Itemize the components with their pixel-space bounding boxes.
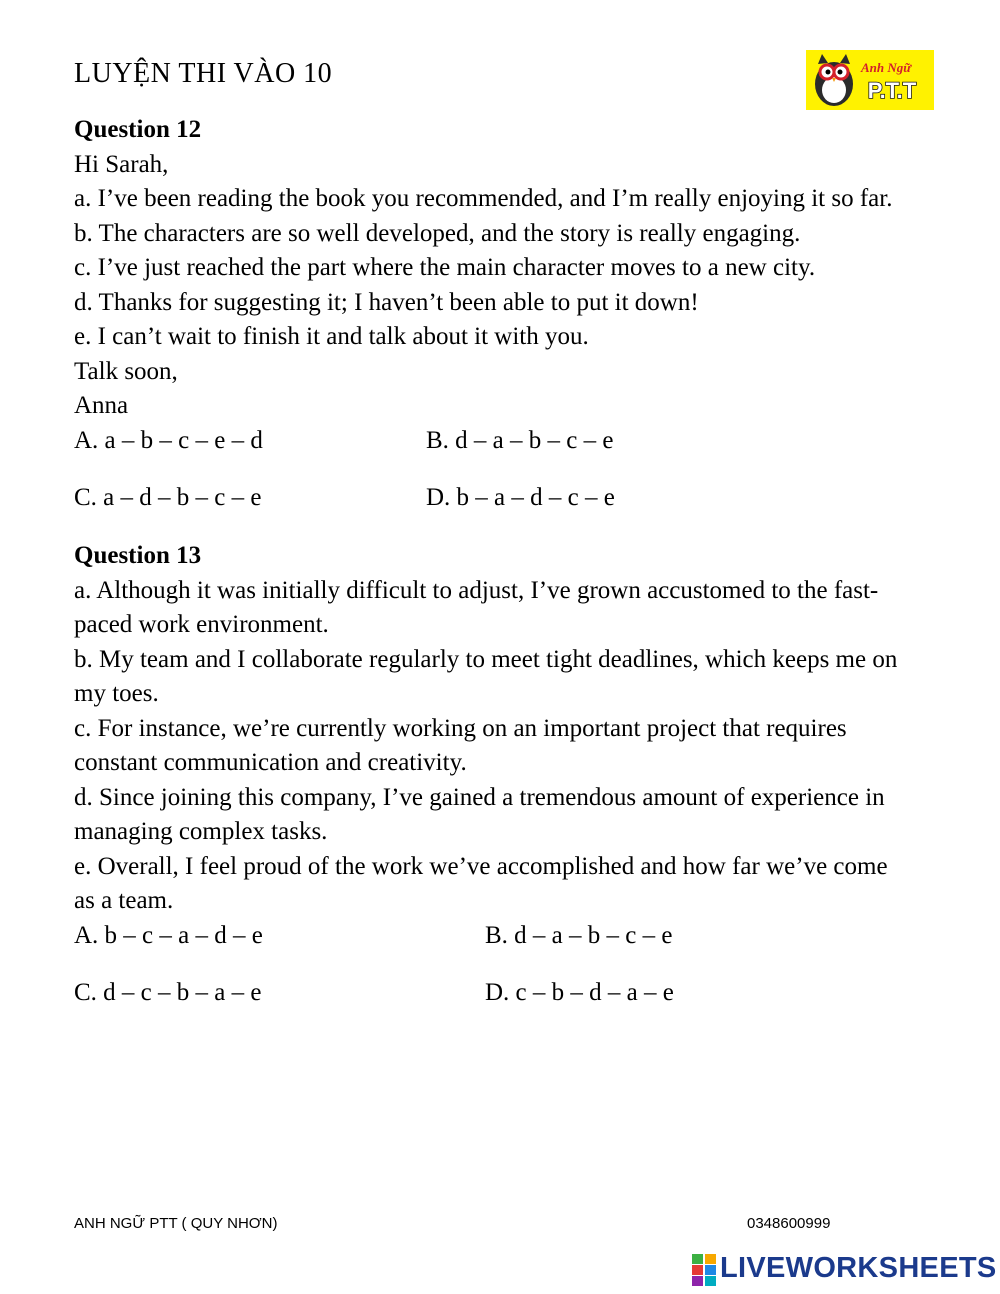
q12-sentence-c: c. I’ve just reached the part where the main character moves to a new city. — [74, 254, 816, 281]
q12-option-a[interactable]: A. a – b – c – e – d — [74, 427, 263, 454]
q13-line: managing complex tasks. — [74, 818, 328, 845]
svg-text:Anh Ngữ: Anh Ngữ — [860, 60, 912, 75]
svg-text:P.T.T: P.T.T — [867, 78, 917, 103]
q12-sentence-e: e. I can’t wait to finish it and talk about it with you. — [74, 323, 589, 350]
logo — [806, 50, 934, 110]
q13-option-c[interactable]: C. d – c – b – a – e — [74, 979, 262, 1006]
footer-center-name: ANH NGỮ PTT ( QUY NHƠN) — [74, 1215, 278, 1232]
letter-signature: Anna — [74, 392, 129, 419]
liveworksheets-blocks-icon — [692, 1254, 718, 1286]
q12-option-d[interactable]: D. b – a – d – c – e — [426, 484, 615, 511]
q13-line: as a team. — [74, 887, 174, 914]
q13-line: b. My team and I collaborate regularly to meet tight deadlines, which keeps me on — [74, 646, 898, 673]
q13-line: constant communication and creativity. — [74, 749, 467, 776]
question-12-title: Question 12 — [74, 116, 202, 143]
q12-sentence-a: a. I’ve been reading the book you recommended, and I’m really enjoying it so far. — [74, 185, 893, 212]
q12-option-b[interactable]: B. d – a – b – c – e — [426, 427, 614, 454]
question-13-title: Question 13 — [74, 542, 202, 569]
q13-option-d[interactable]: D. c – b – d – a – e — [485, 979, 674, 1006]
q13-line: d. Since joining this company, I’ve gained a tremendous amount of experience in — [74, 784, 885, 811]
q12-sentence-b: b. The characters are so well developed, and the story is really engaging. — [74, 220, 801, 247]
q13-option-b[interactable]: B. d – a – b – c – e — [485, 922, 673, 949]
q13-line: a. Although it was initially difficult to adjust, I’ve grown accustomed to the fast- — [74, 577, 879, 604]
q12-option-c[interactable]: C. a – d – b – c – e — [74, 484, 262, 511]
q13-line: e. Overall, I feel proud of the work we’ve accomplished and how far we’ve come — [74, 853, 888, 880]
q13-line: c. For instance, we’re currently working on an important project that requires — [74, 715, 847, 742]
owl-icon — [806, 50, 934, 110]
footer-phone: 0348600999 — [747, 1215, 831, 1232]
letter-greeting: Hi Sarah, — [74, 151, 169, 178]
q13-option-a[interactable]: A. b – c – a – d – e — [74, 922, 263, 949]
q12-sentence-d: d. Thanks for suggesting it; I haven’t been able to put it down! — [74, 289, 699, 316]
letter-closing: Talk soon, — [74, 358, 178, 385]
q13-line: paced work environment. — [74, 611, 329, 638]
page-title: LUYỆN THI VÀO 10 — [74, 58, 333, 89]
liveworksheets-wordmark: LIVEWORKSHEETS — [720, 1252, 997, 1284]
q13-line: my toes. — [74, 680, 159, 707]
